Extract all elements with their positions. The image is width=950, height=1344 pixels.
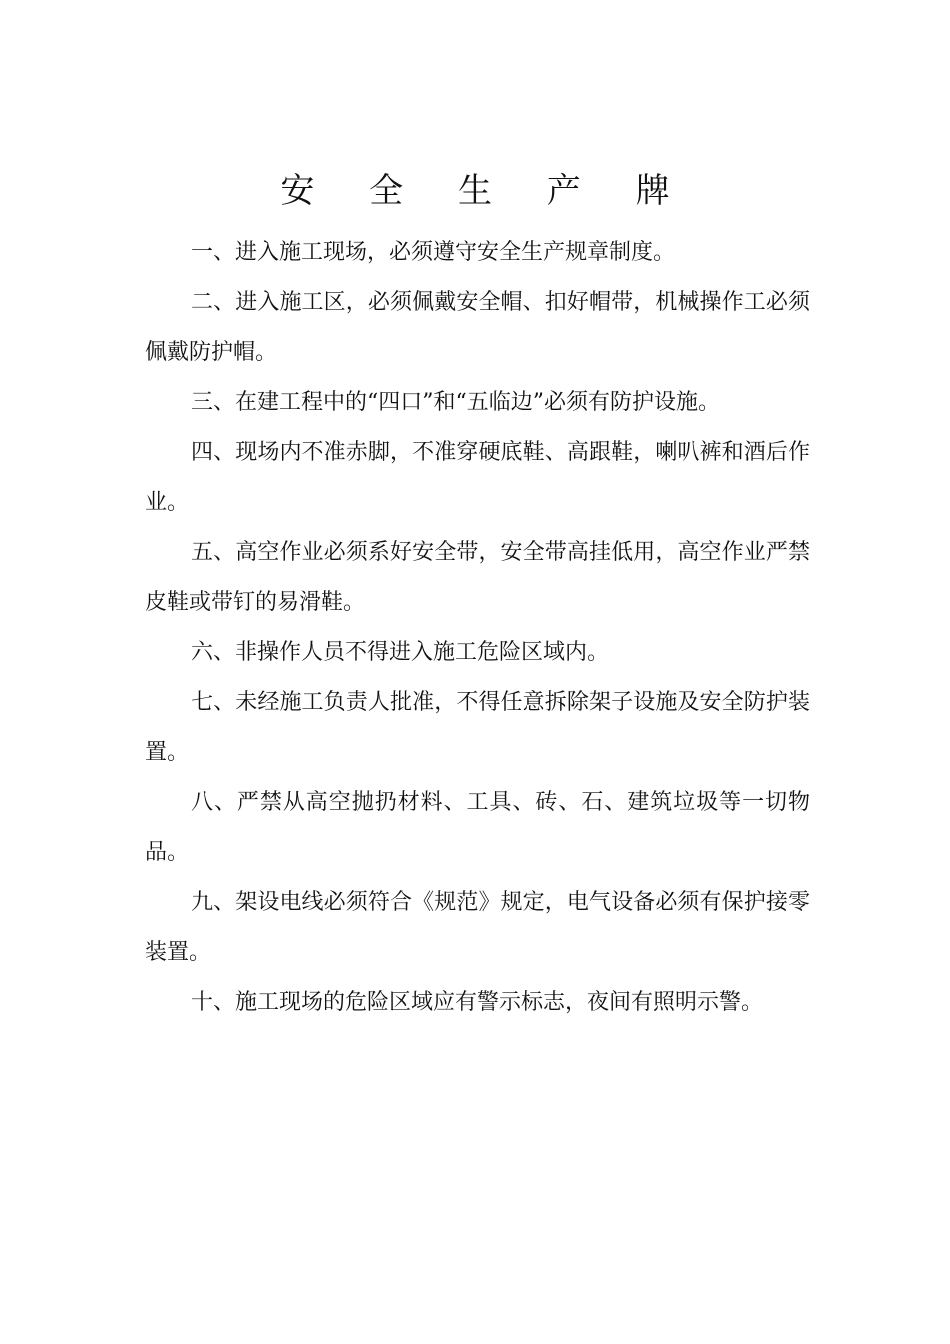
safety-rule: 八、严禁从高空抛扔材料、工具、砖、石、建筑垃圾等一切物品。 [145, 790, 810, 865]
document-title: 安 全 生 产 牌 [280, 171, 692, 211]
safety-rule: 三、在建工程中的“四口”和“五临边”必须有防护设施。 [191, 390, 720, 415]
safety-rule: 四、现场内不准赤脚，不准穿硬底鞋、高跟鞋，喇叭裤和酒后作业。 [145, 440, 810, 515]
safety-rule: 二、进入施工区，必须佩戴安全帽、扣好帽带，机械操作工必须佩戴防护帽。 [145, 290, 810, 365]
safety-rule: 七、未经施工负责人批准，不得任意拆除架子设施及安全防护装置。 [145, 690, 810, 765]
safety-rules-list [145, 228, 810, 1028]
safety-rule: 十、施工现场的危险区域应有警示标志，夜间有照明示警。 [191, 990, 764, 1015]
safety-rule: 一、进入施工现场，必须遵守安全生产规章制度。 [191, 240, 676, 265]
safety-rule: 五、高空作业必须系好安全带，安全带高挂低用，高空作业严禁皮鞋或带钉的易滑鞋。 [145, 540, 810, 615]
safety-rule: 九、架设电线必须符合《规范》规定，电气设备必须有保护接零装置。 [145, 890, 810, 965]
safety-rule: 六、非操作人员不得进入施工危险区域内。 [191, 640, 610, 665]
